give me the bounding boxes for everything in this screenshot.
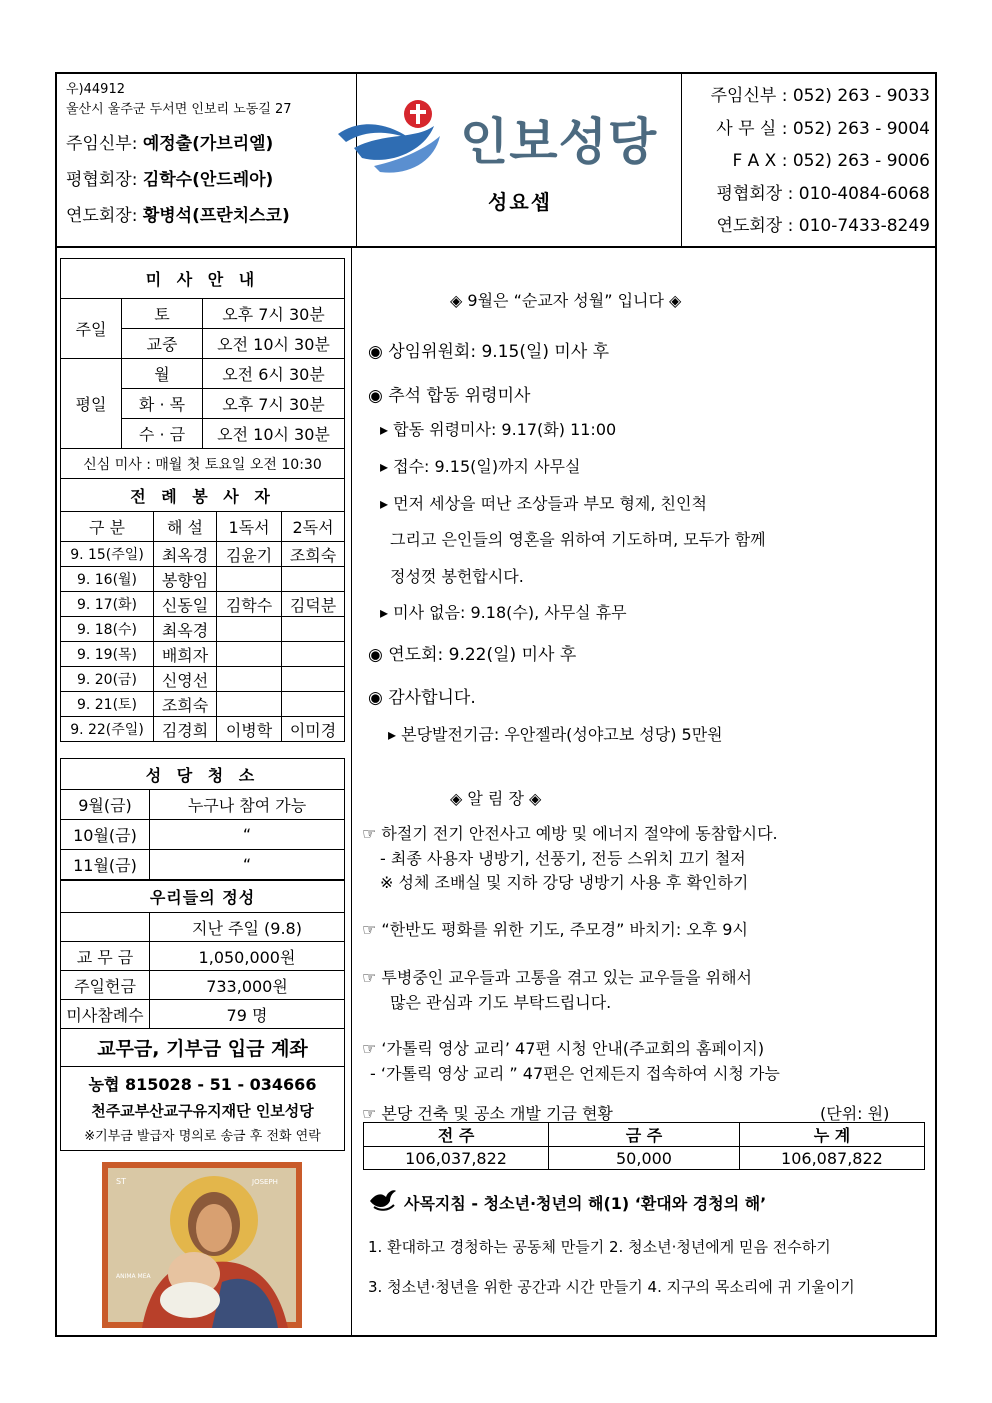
bulletin-subtitle: 성요셉 <box>488 190 552 214</box>
mass-time: 오전 6시 30분 <box>203 359 345 389</box>
postal-code: 우)44912 <box>66 82 125 97</box>
church-logo-icon <box>334 96 458 180</box>
header-left <box>66 80 356 234</box>
fund-header: 전 주 <box>364 1123 549 1147</box>
table-row: 9. 19(목) 배희자 <box>61 642 345 667</box>
servers-header: 2독서 <box>282 512 345 542</box>
table-row: 9. 15(주일) 최옥경 김윤기 조희숙 <box>61 542 345 567</box>
board-header: ◈ 알 림 장 ◈ <box>450 789 542 808</box>
table-row: 11월(금) “ <box>61 850 345 880</box>
mass-day: 수 · 금 <box>122 419 203 449</box>
icon-caption-joseph: JOSEPH <box>252 1178 278 1186</box>
mass-time: 오후 7시 30분 <box>203 389 345 419</box>
weekday-label: 평일 <box>61 359 122 449</box>
fund-unit: (단위: 원) <box>820 1104 890 1123</box>
table-row: 9. 21(토) 조희숙 <box>61 692 345 717</box>
notice-item: ◉ 상임위원회: 9.15(일) 미사 후 <box>368 342 610 362</box>
mass-time: 오후 7시 30분 <box>203 299 345 329</box>
table-row: 106,037,822 50,000 106,087,822 <box>364 1147 925 1170</box>
notice-item: ▸ 합동 위령미사: 9.17(화) 11:00 <box>380 420 617 439</box>
pastoral-line-1: 1. 환대하고 경청하는 공동체 만들기 2. 청소년·청년에게 믿음 전수하기 <box>368 1238 831 1256</box>
church-name: 인보성당 <box>460 113 658 171</box>
pastoral-title: 사목지침 - 청소년·청년의 해(1) ‘환대와 경청의 해’ <box>404 1194 767 1213</box>
first-saturday-mass: 신심 미사 : 매월 첫 토요일 오전 10:30 <box>61 449 345 479</box>
column-divider <box>351 248 352 1337</box>
board-item: ☞ 하절기 전기 안전사고 예방 및 에너지 절약에 동참합시다. <box>362 824 778 843</box>
servers-header: 해 설 <box>154 512 217 542</box>
servers-table <box>60 478 345 742</box>
header-divider <box>55 246 937 248</box>
mass-day: 토 <box>122 299 203 329</box>
fund-table <box>363 1122 925 1170</box>
table-row: 9. 20(금) 신영선 <box>61 667 345 692</box>
notice-item: ▸ 접수: 9.15(일)까지 사무실 <box>380 457 581 476</box>
servers-title: 전 례 봉 사 자 <box>61 479 345 512</box>
board-item: 많은 관심과 기도 부탁드립니다. <box>390 993 612 1012</box>
table-row: 9월(금) 누구나 참여 가능 <box>61 790 345 820</box>
header-divider-right <box>681 72 682 246</box>
mass-day: 화 · 목 <box>122 389 203 419</box>
servers-header: 1독서 <box>217 512 282 542</box>
pastoral-line-2: 3. 청소년·청년을 위한 공간과 시간 만들기 4. 지구의 목소리에 귀 기울이기 <box>368 1278 855 1296</box>
table-row: 미사참례수 79 명 <box>61 1000 345 1029</box>
notice-item: ◉ 연도회: 9.22(일) 미사 후 <box>368 645 577 665</box>
table-row: 주일헌금 733,000원 <box>61 971 345 1000</box>
fund-header: 금 주 <box>549 1123 740 1147</box>
table-row: 10월(금) “ <box>61 820 345 850</box>
board-item: ☞ ‘가톨릭 영상 교리’ 47편 시청 안내(주교회의 홈페이지) <box>362 1039 765 1058</box>
mass-day: 교중 <box>122 329 203 359</box>
offering-table <box>60 880 345 1029</box>
board-item: - ‘가톨릭 영상 교리 ” 47편은 언제든지 접속하여 시청 가능 <box>370 1064 780 1083</box>
servers-header: 구 분 <box>61 512 154 542</box>
board-item: ☞ “한반도 평화를 위한 기도, 주모경” 바치기: 오후 9시 <box>362 920 748 939</box>
pastor-row: 주임신부: 예정출(가브리엘) <box>66 134 274 154</box>
board-item: ☞ 투병중인 교우들과 고통을 겪고 있는 교우들을 위해서 <box>362 968 752 987</box>
notice-item: ▸ 미사 없음: 9.18(수), 사무실 휴무 <box>380 603 627 622</box>
account-title: 교무금, 기부금 입금 계좌 <box>61 1029 345 1067</box>
account-holder: 천주교부산교구유지재단 인보성당 <box>91 1101 314 1120</box>
board-item: ※ 성체 조배실 및 지하 강당 냉방기 사용 후 확인하기 <box>380 873 749 892</box>
table-row: 9. 16(월) 봉향임 <box>61 567 345 592</box>
notice-item: ▸ 본당발전기금: 우안젤라(성야고보 성당) 5만원 <box>388 725 723 744</box>
offering-week: 지난 주일 (9.8) <box>150 913 345 942</box>
board-item: - 최종 사용자 냉방기, 선풍기, 전등 스위치 끄기 철저 <box>380 849 746 868</box>
notice-item: 정성껏 봉헌합시다. <box>390 567 524 586</box>
icon-caption-st: ST <box>116 1177 126 1186</box>
board-item: ☞ 본당 건축 및 공소 개발 기금 현황 <box>362 1104 613 1123</box>
sunday-label: 주일 <box>61 299 122 359</box>
cleaning-title: 성 당 청 소 <box>61 759 345 790</box>
address: 울산시 울주군 두서면 인보리 노동길 27 <box>66 102 292 117</box>
table-row: 9. 22(주일) 김경희 이병학 이미경 <box>61 717 345 742</box>
account-box <box>60 1028 345 1151</box>
offering-title: 우리들의 정성 <box>61 881 345 913</box>
notices-header: ◈ 9월은 “순교자 성월” 입니다 ◈ <box>450 291 682 310</box>
mass-time: 오전 10시 30분 <box>203 329 345 359</box>
council-row: 평협회장: 김학수(안드레아) <box>66 170 274 190</box>
cleaning-table <box>60 758 345 880</box>
dove-icon <box>368 1187 398 1213</box>
mass-schedule-table <box>60 258 345 479</box>
notice-item: ◉ 감사합니다. <box>368 688 476 708</box>
notice-item: 그리고 은인들의 영혼을 위하여 기도하며, 모두가 함께 <box>390 530 766 549</box>
contact-fax: F A X : 052) 263 - 9006 <box>732 151 930 171</box>
saint-joseph-icon <box>102 1162 302 1328</box>
icon-caption-anima: ANIMA MEA <box>116 1273 151 1280</box>
table-row: 9. 17(화) 신동일 김학수 김덕분 <box>61 592 345 617</box>
notice-item: ▸ 먼저 세상을 떠난 조상들과 부모 형제, 친인척 <box>380 494 707 513</box>
mass-day: 월 <box>122 359 203 389</box>
notice-item: ◉ 추석 합동 위령미사 <box>368 386 531 406</box>
account-note: ※기부금 발급자 명의로 송금 후 전화 연락 <box>84 1128 321 1144</box>
contact-list <box>690 80 930 243</box>
contact-pastor: 주임신부 : 052) 263 - 9033 <box>710 86 930 106</box>
fund-header: 누 계 <box>739 1123 924 1147</box>
contact-council: 평협회장 : 010-4084-6068 <box>716 183 930 204</box>
table-row: 9. 18(수) 최옥경 <box>61 617 345 642</box>
mass-time: 오전 10시 30분 <box>203 419 345 449</box>
table-row: 교 무 금 1,050,000원 <box>61 942 345 971</box>
contact-yeondo: 연도회장 : 010-7433-8249 <box>716 216 930 236</box>
yeondo-row: 연도회장: 황병석(프란치스코) <box>66 206 290 226</box>
contact-office: 사 무 실 : 052) 263 - 9004 <box>716 118 930 139</box>
account-number: 농협 815028 - 51 - 034666 <box>88 1074 317 1094</box>
mass-title: 미 사 안 내 <box>61 259 345 299</box>
